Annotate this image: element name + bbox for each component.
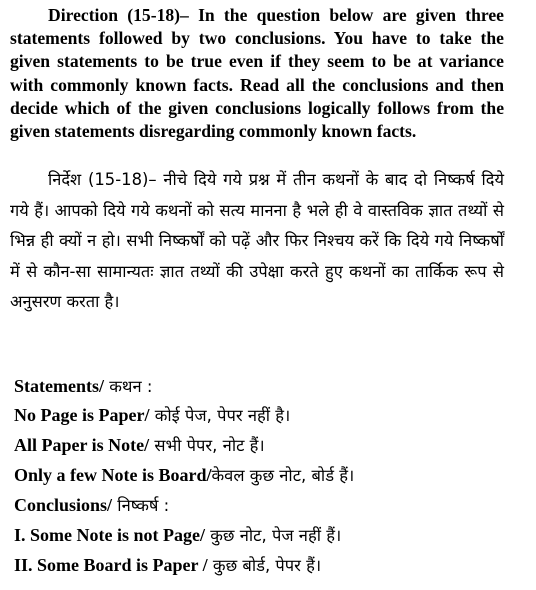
conclusion-1-english: I. Some Note is not Page/ bbox=[14, 525, 205, 545]
statement-3-english: Only a few Note is Board/ bbox=[14, 465, 212, 485]
statement-2 bbox=[14, 433, 265, 458]
direction-english-label: Direction (15-18)– bbox=[48, 5, 189, 25]
conclusion-1 bbox=[14, 523, 341, 548]
direction-english-text: In the question below are given three statements followed by two conclusions. You have to take the given statements to be true even if they seem to be at variance with commonly known facts. Read all the conclusions and then decide which of the given conclusions logically follows from the given statements disregarding commonly known facts. bbox=[10, 5, 504, 142]
direction-hindi-text: नीचे दिये गये प्रश्न में तीन कथनों के बाद दो निष्कर्ष दिये गये हैं। आपको दिये गये कथनों को सत्य मानना है भले ही वे वास्तविक ज्ञात तथ्यों से भिन्न ही क्यों न हो। सभी निष्कर्षों को पढ़ें और फिर निश्चय करें कि दिये गये निष्कर्षों में से कौन-सा सामान्यतः ज्ञात तथ्यों की उपेक्षा करते हुए कथनों का तार्किक रूप से अनुसरण करता है। bbox=[10, 170, 504, 312]
statement-3-hindi: केवल कुछ नोट, बोर्ड हैं। bbox=[211, 466, 355, 485]
statement-2-hindi: सभी पेपर, नोट हैं। bbox=[149, 436, 265, 455]
statements-heading bbox=[14, 374, 152, 399]
conclusions-heading bbox=[14, 493, 169, 518]
conclusions-heading-hindi: निष्कर्ष : bbox=[112, 496, 170, 515]
direction-english-paragraph bbox=[10, 4, 504, 143]
statements-heading-hindi: कथन : bbox=[103, 377, 153, 396]
direction-hindi-paragraph bbox=[10, 165, 504, 318]
direction-hindi-label: निर्देश (15-18)– bbox=[48, 170, 157, 189]
statement-1 bbox=[14, 403, 290, 428]
statement-1-hindi: कोई पेज, पेपर नहीं है। bbox=[149, 406, 291, 425]
statement-2-english: All Paper is Note/ bbox=[14, 435, 150, 455]
conclusion-2-hindi: कुछ बोर्ड, पेपर हैं। bbox=[207, 556, 322, 575]
conclusion-2-english: II. Some Board is Paper / bbox=[14, 555, 208, 575]
conclusion-1-hindi: कुछ नोट, पेज नहीं हैं। bbox=[204, 526, 342, 545]
conclusion-2 bbox=[14, 553, 321, 578]
conclusions-heading-english: Conclusions/ bbox=[14, 495, 113, 515]
statement-1-english: No Page is Paper/ bbox=[14, 405, 150, 425]
statement-3 bbox=[14, 463, 354, 488]
statements-heading-english: Statements/ bbox=[14, 376, 104, 396]
